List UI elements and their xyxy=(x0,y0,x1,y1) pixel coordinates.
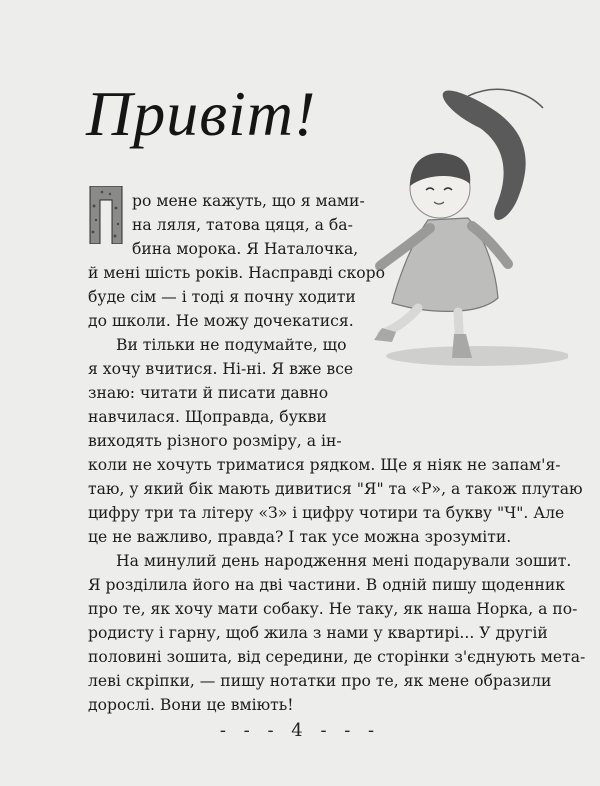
text-line: ро мене кажуть, що я мами- xyxy=(132,192,365,210)
text-line: Я розділила його на дві частини. В одній пишу щоденник xyxy=(88,576,565,594)
text-line: бина морока. Я Наталочка, xyxy=(132,240,359,258)
text-line: на ляля, татова цяця, а ба- xyxy=(132,216,353,234)
text-line: коли не хочуть триматися рядком. Ще я ніяк не запам'я- xyxy=(88,456,561,474)
page-number: - - - 4 - - - xyxy=(219,720,381,741)
text-line: таю, у який бік мають дивитися "Я" та «Р», а також плутаю xyxy=(88,480,583,498)
text-line: навчилася. Щоправда, букви xyxy=(88,408,327,426)
dropcap-letter xyxy=(88,186,124,244)
text-line: це не важливо, правда? І так усе можна зрозуміти. xyxy=(88,528,512,546)
text-line: леві скріпки, — пишу нотатки про те, як мене образили xyxy=(88,672,552,690)
text-line: до школи. Не можу дочекатися. xyxy=(88,312,354,330)
page-title: Привіт! xyxy=(86,78,317,149)
text-line: дорослі. Вони це вміють! xyxy=(88,696,294,714)
girl-illustration xyxy=(368,88,568,368)
text-line: родисту і гарну, щоб жила з нами у квартирі... У другій xyxy=(88,624,548,642)
text-line: половині зошита, від середини, де сторінки з'єднують мета- xyxy=(88,648,586,666)
text-line: й мені шість років. Насправді скоро xyxy=(88,264,385,282)
text-line: знаю: читати й писати давно xyxy=(88,384,329,402)
text-line: Ви тільки не подумайте, що xyxy=(116,336,347,354)
text-line: цифру три та літеру «З» і цифру чотири та букву "Ч". Але xyxy=(88,504,565,522)
text-line: виходять різного розміру, а ін- xyxy=(88,432,342,450)
text-line: я хочу вчитися. Ні-ні. Я вже все xyxy=(88,360,354,378)
text-line: буде сім — і тоді я почну ходити xyxy=(88,288,356,306)
text-line: На минулий день народження мені подарували зошит. xyxy=(116,552,572,570)
text-line: про те, як хочу мати собаку. Не таку, як наша Норка, а по- xyxy=(88,600,578,618)
